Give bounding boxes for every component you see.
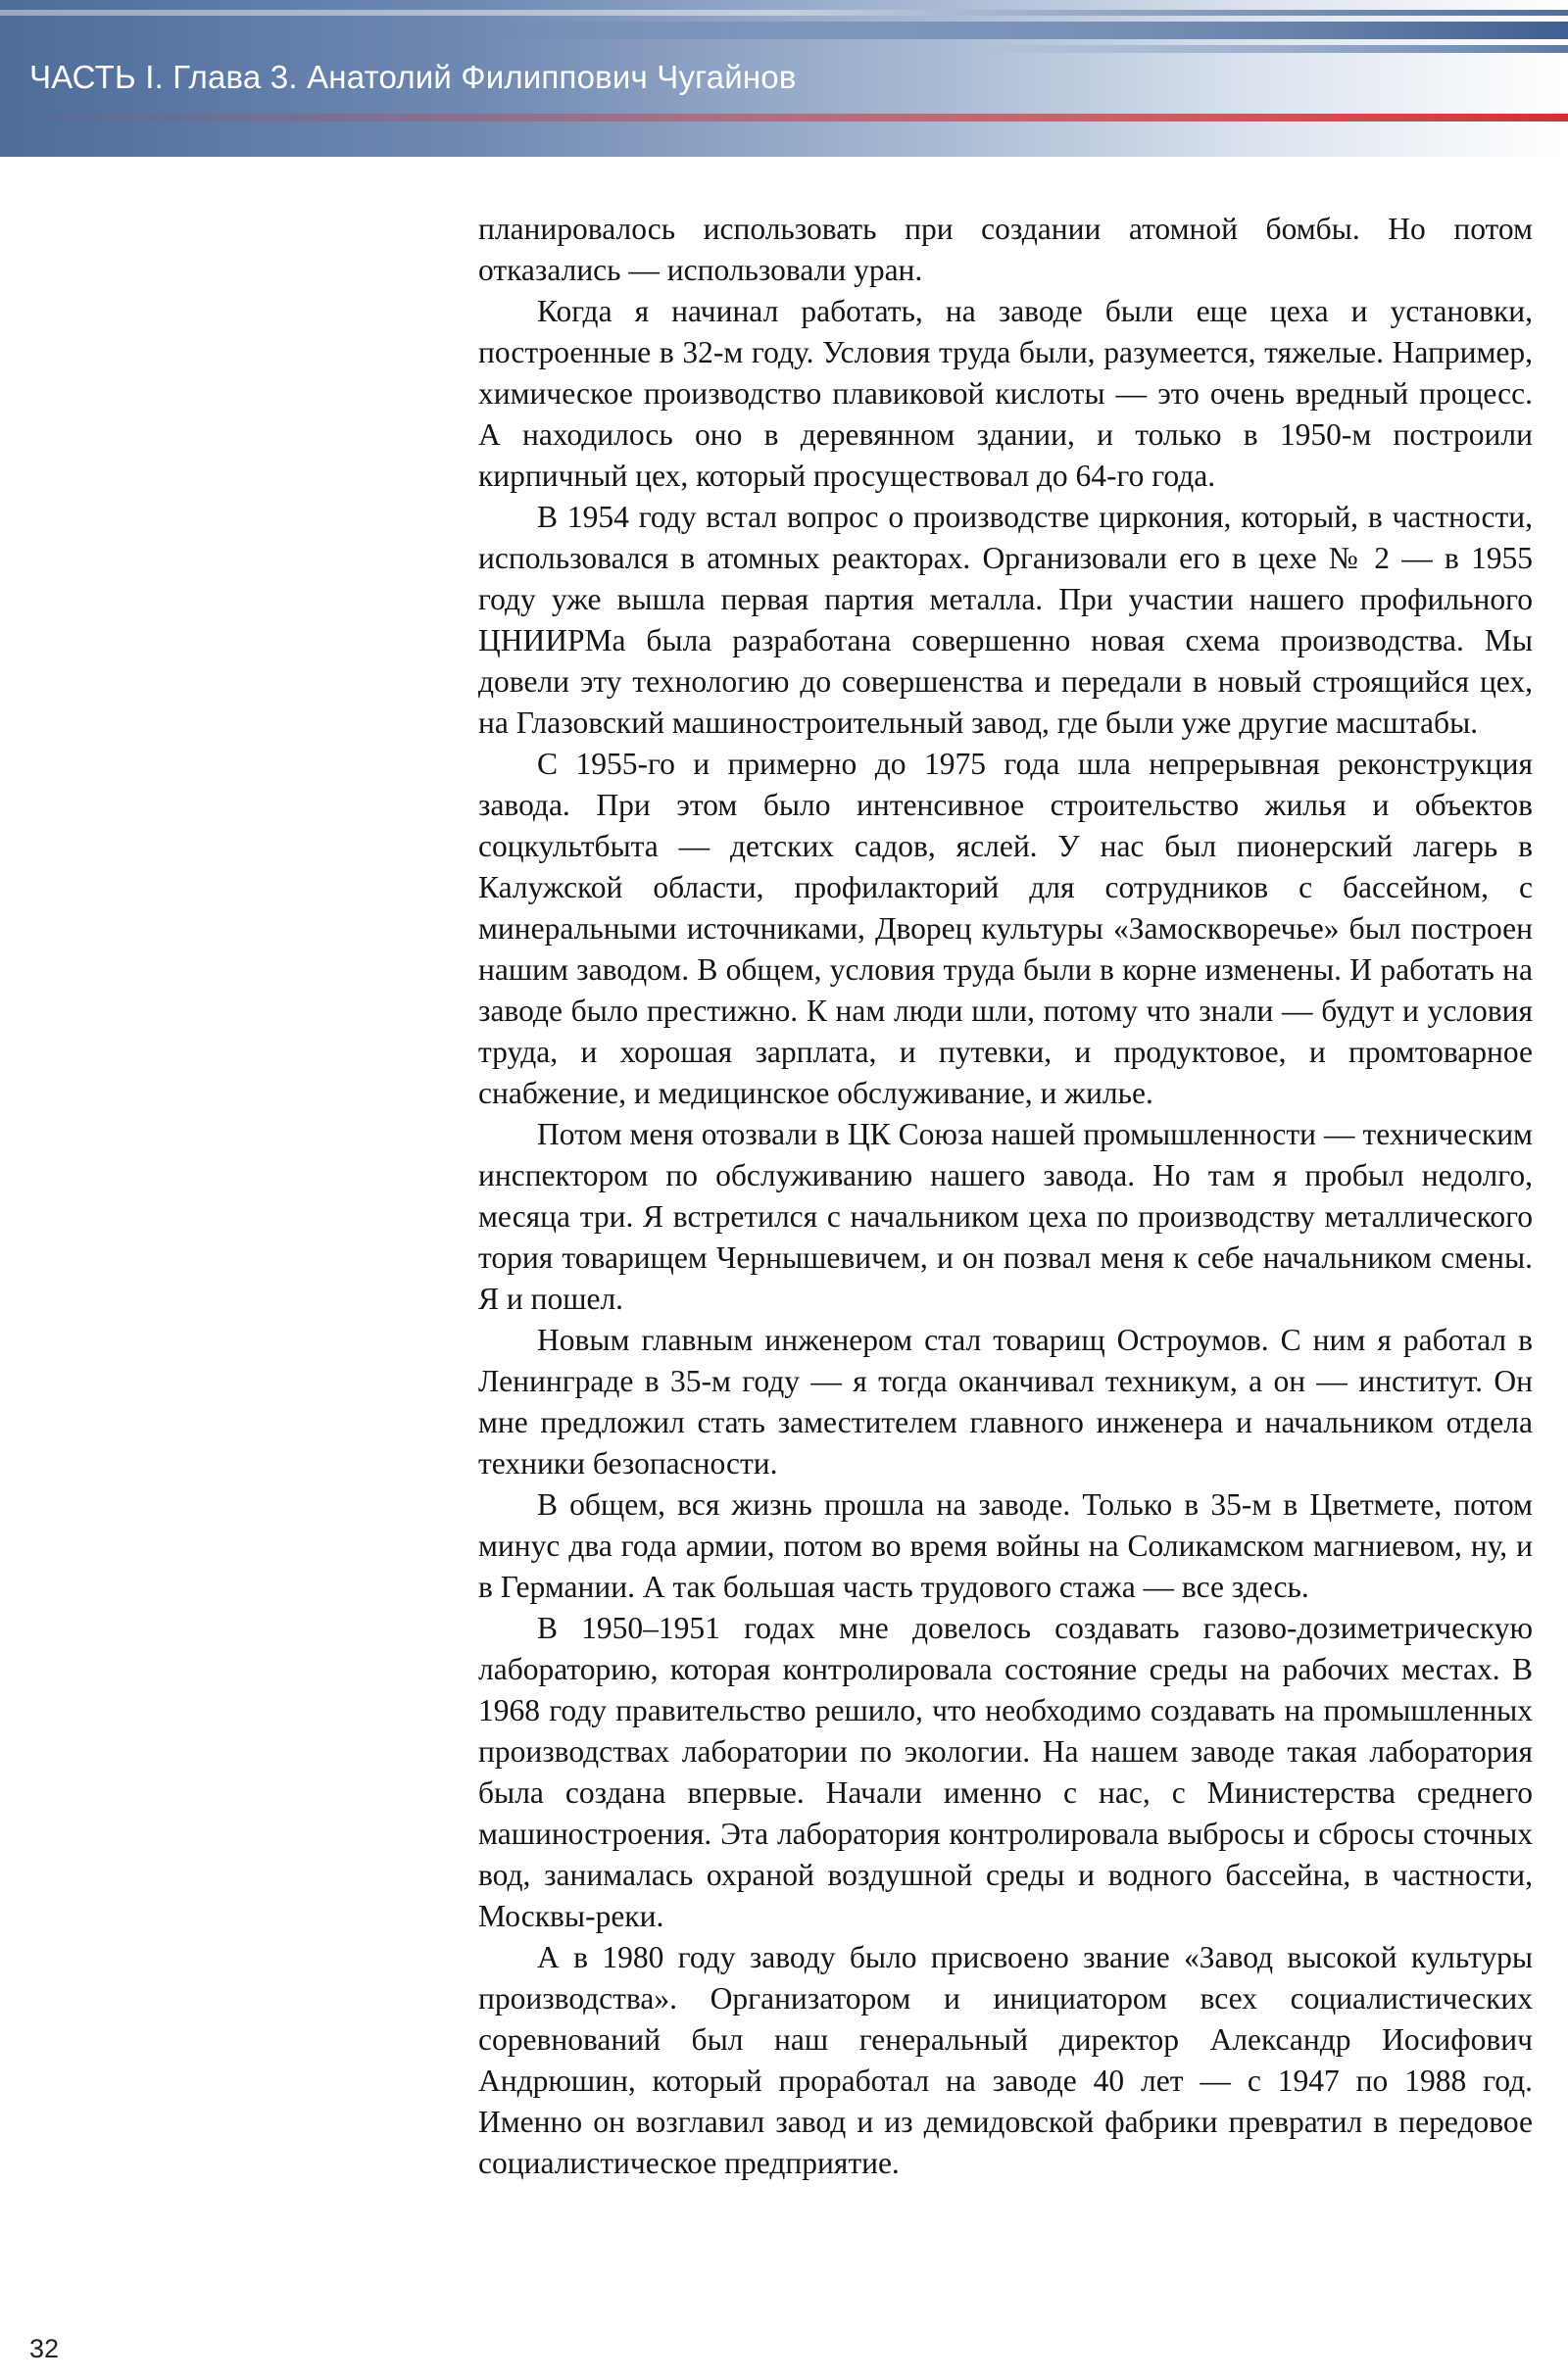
paragraph-4: С 1955-го и примерно до 1975 года шла непрерывная реконструкция завода. При этом было интенсивное строительство жилья и объектов соцкультбыта — детских садов, яслей. У нас был пионерский лагерь в Калужской области, профилакторий для сотрудников с бассейном, с минеральными источниками, Дворец культуры «Замоскворечье» был построен нашим заводом. В общем, условия труда были в корне изменены. И работать на заводе было престижно. К нам люди шли, потому что знали — будут и условия труда, и хорошая зарплата, и путевки, и продуктовое, и промтоварное снабжение, и медицинское обслуживание, и жилье. [478, 747, 1533, 1110]
paragraph-8: В 1950–1951 годах мне довелось создавать газово-дозиметрическую лабораторию, которая контролировала состояние среды на рабочих местах. В 1968 году правительство решило, что необходимо создавать на промышленных производствах лаборатории по экологии. На нашем заводе такая лаборатория была создана впервые. Начали именно с нас, с Министерства среднего машиностроения. Эта лаборатория контролировала выбросы и сбросы сточных вод, занималась охраной воздушной среды и водного бассейна, в частности, Москвы-реки. [478, 1611, 1533, 1933]
paragraph-2: Когда я начинал работать, на заводе были еще цеха и установки, построенные в 32-м году. Условия труда были, разумеется, тяжелые. Например, химическое производство плавиковой кислоты — это очень вредный процесс. А находилось оно в деревянном здании, и только в 1950-м построили кирпичный цех, который просуществовал до 64-го года. [478, 294, 1533, 493]
header-red-line [0, 114, 1568, 121]
header-top-line [0, 10, 1568, 16]
paragraph-1: планировалось использовать при создании атомной бомбы. Но потом отказались — использовали уран. [478, 212, 1533, 287]
header-stripe [490, 22, 1568, 39]
header-stripe-thin [980, 45, 1568, 53]
paragraph-9: А в 1980 году заводу было присвоено звание «Завод высокой культуры производства». Организатором и инициатором всех социалистических соревнований был наш генеральный директор Александр Иосифович Андрюшин, который проработал на заводе 40 лет — с 1947 по 1988 год. Именно он возглавил завод и из демидовской фабрики превратил в передовое социалистическое предприятие. [478, 1940, 1533, 2180]
page-number: 32 [29, 2334, 60, 2363]
running-header-title: ЧАСТЬ I. Глава 3. Анатолий Филиппович Чугайнов [29, 59, 797, 95]
paragraph-5: Потом меня отозвали в ЦК Союза нашей промышленности — техническим инспектором по обслуживанию нашего завода. Но там я пробыл недолго, месяца три. Я встретился с начальником цеха по производству металлического тория товарищем Чернышевичем, и он позвал меня к себе начальником смены. Я и пошел. [478, 1117, 1533, 1316]
paragraph-6: Новым главным инженером стал товарищ Остроумов. С ним я работал в Ленинграде в 35-м году — я тогда оканчивал техникум, а он — институт. Он мне предложил стать заместителем главного инженера и начальником отдела техники безопасности. [478, 1323, 1533, 1481]
header-band [0, 0, 1568, 157]
paragraph-7: В общем, вся жизнь прошла на заводе. Только в 35-м в Цветмете, потом минус два года армии, потом во время войны на Соликамском магниевом, ну, и в Германии. А так большая часть трудового стажа — все здесь. [478, 1487, 1533, 1604]
article-body [478, 209, 1533, 2184]
paragraph-3: В 1954 году встал вопрос о производстве циркония, который, в частности, использовался в атомных реакторах. Организовали его в цехе № 2 — в 1955 году уже вышла первая партия металла. При участии нашего профильного ЦНИИРМа была разработана совершенно новая схема производства. Мы довели эту технологию до совершенства и передали в новый строящийся цех, на Глазовский машиностроительный завод, где были уже другие масштабы. [478, 500, 1533, 740]
